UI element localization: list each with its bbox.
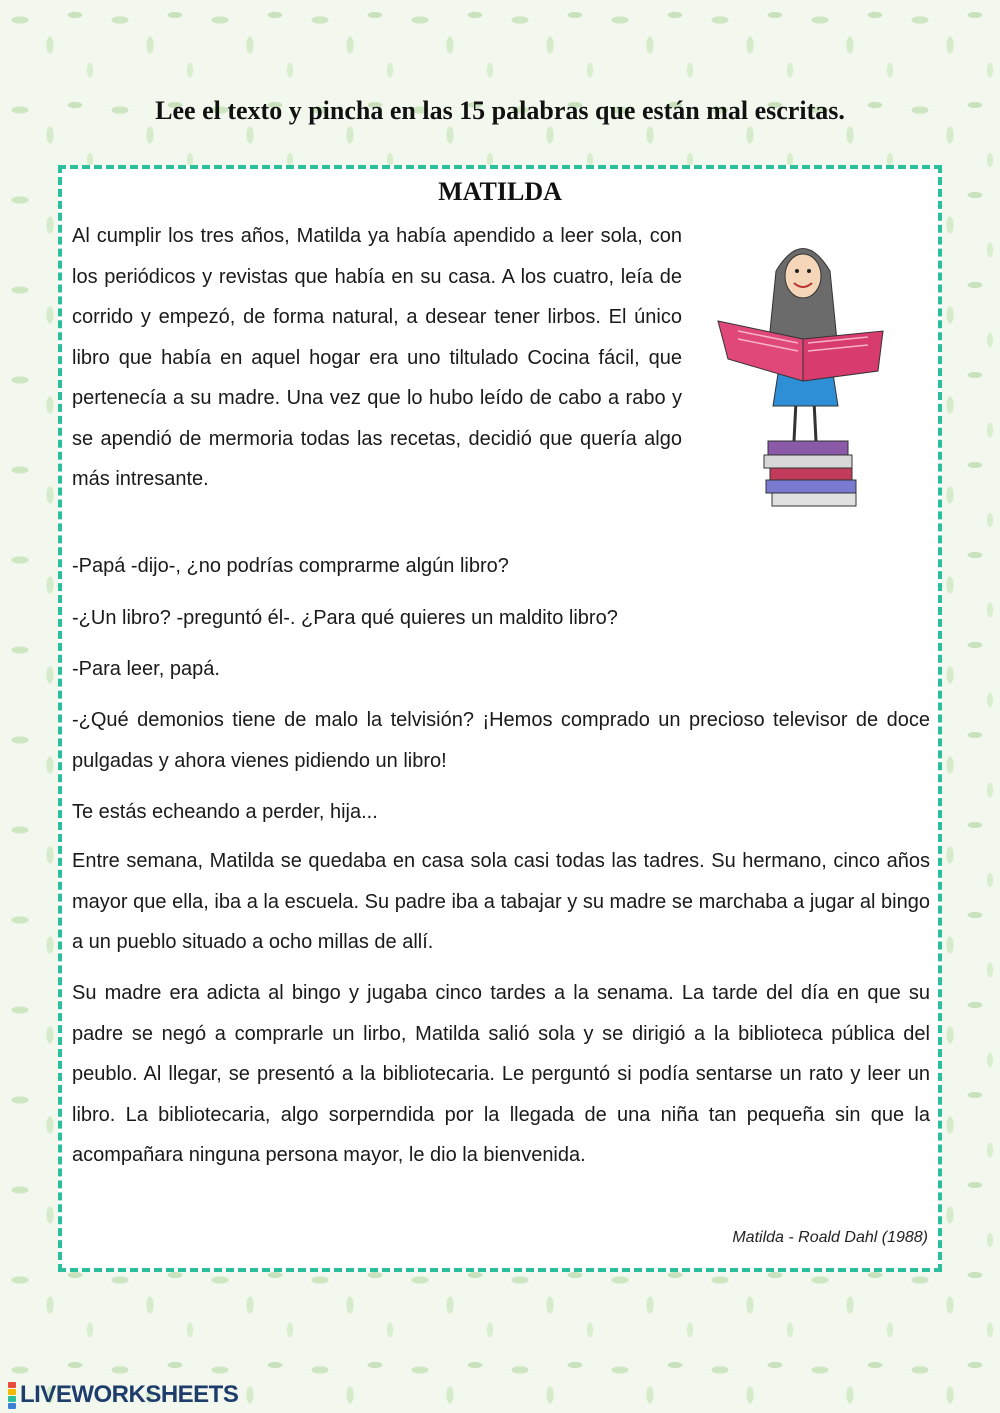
dialog-line-2[interactable]: -¿Un libro? -preguntó él-. ¿Para qué quieres un maldito libro? xyxy=(72,607,618,629)
liveworksheets-logo xyxy=(8,1380,238,1410)
dialog-line-5[interactable]: Te estás echeando a perder, hija... xyxy=(72,801,378,823)
story-title: MATILDA xyxy=(438,177,562,206)
page-instruction: Lee el texto y pincha en las 15 palabras que están mal escritas. xyxy=(155,96,845,125)
citation: Matilda - Roald Dahl (1988) xyxy=(732,1229,928,1246)
dialog-line-3[interactable]: -Para leer, papá. xyxy=(72,658,220,680)
story-paragraph-1[interactable]: Al cumplir los tres años, Matilda ya había apendido a leer sola, con los periódicos y revistas que había en su casa. A los cuatro, leía de corrido y empezó, de forma natural, a desear tener lirbos. El único libro que había en aquel hogar era uno tiltulado Cocina fácil, que pertenecía a su madre. Una vez que lo hubo leído de cabo a rabo y se apendió de mermoria todas las recetas, decidió que quería algo más intresante. xyxy=(72,225,682,490)
dialog-line-1[interactable]: -Papá -dijo-, ¿no podrías comprarme algún libro? xyxy=(72,555,509,577)
girl-reading-illustration xyxy=(698,231,890,509)
story-paragraph-2[interactable]: Entre semana, Matilda se quedaba en casa sola casi todas las tadres. Su hermano, cinco años mayor que ella, iba a la escuela. Su padre iba a tabajar y su madre se marchaba a jugar al bingo a un pueblo situado a ocho millas de allí. xyxy=(72,850,930,953)
logo-mark-icon xyxy=(8,1382,16,1409)
dialog-line-4[interactable]: -¿Qué demonios tiene de malo la telvisión? ¡Hemos comprado un precioso televisor de doce pulgadas y ahora vienes pidiendo un libro! xyxy=(72,709,930,772)
story-frame xyxy=(58,165,942,1272)
logo-text: LIVEWORKSHEETS xyxy=(20,1381,239,1408)
story-paragraph-3[interactable]: Su madre era adicta al bingo y jugaba cinco tardes a la senama. La tarde del día en que su padre se negó a comprarle un lirbo, Matilda salió sola y se dirigió a la biblioteca pública del peublo. Al llegar, se presentó a la bibliotecaria. Le perguntó si podía sentarse un rato y leer un libro. La bibliotecaria, algo sorperndida por la llegada de una niña tan pequeña sin que la acompañara ninguna persona mayor, le dio la bienvenida. xyxy=(72,982,930,1166)
